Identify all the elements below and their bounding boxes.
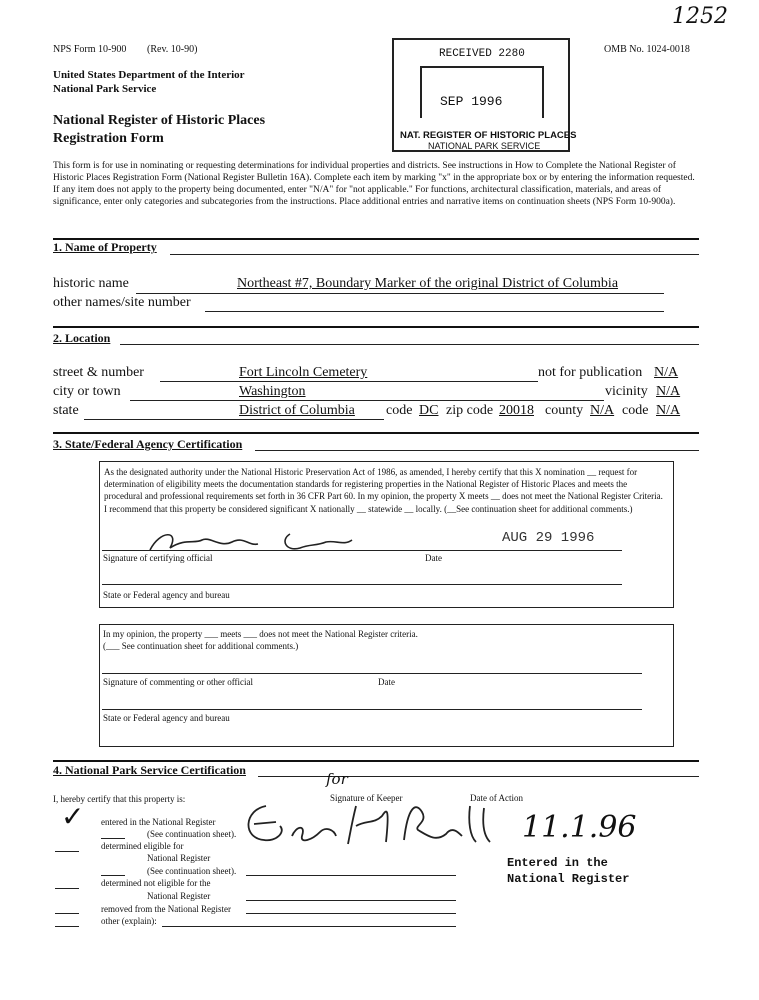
- certification-date-label: Date: [425, 553, 442, 563]
- state-code-value: DC: [419, 403, 439, 418]
- not-for-publication-label: not for publication: [538, 365, 643, 380]
- county-value: N/A: [590, 403, 615, 418]
- form-title-line2: Registration Form: [53, 131, 164, 146]
- section4-heading: 4. National Park Service Certification: [53, 763, 246, 777]
- not-for-publication-value: N/A: [654, 365, 679, 380]
- historic-name-label: historic name: [53, 276, 129, 291]
- received-stamp: [392, 38, 577, 152]
- street-label: street & number: [53, 365, 144, 380]
- section3-heading: 3. State/Federal Agency Certification: [53, 437, 243, 451]
- entered-stamp-line1: Entered in the: [507, 856, 608, 870]
- stamp-inner-box: [420, 66, 544, 118]
- form-id: NPS Form 10-900: [53, 44, 127, 55]
- stamp-date: SEP 1996: [440, 94, 503, 109]
- county-code-value: N/A: [656, 403, 681, 418]
- section2-heading: 2. Location: [53, 331, 111, 345]
- county-label: county: [545, 403, 584, 418]
- certification-date-stamp: AUG 29 1996: [502, 530, 595, 546]
- vicinity-label: vicinity: [605, 384, 648, 399]
- certification-box: [99, 461, 674, 608]
- item-eligible-cont: (See continuation sheet).: [147, 866, 237, 876]
- state-label: state: [53, 403, 79, 418]
- omb-number: OMB No. 1024-0018: [604, 44, 690, 55]
- item-eligible-nr: National Register: [147, 853, 211, 863]
- entered-stamp-line2: National Register: [507, 872, 630, 886]
- item-not-eligible: determined not eligible for the: [101, 878, 211, 888]
- agency-label: State or Federal agency and bureau: [103, 590, 230, 600]
- historic-name-value: Northeast #7, Boundary Marker of the original District of Columbia: [237, 276, 619, 291]
- stamp-received: RECEIVED 2280: [439, 48, 525, 60]
- agency-label-2: State or Federal agency and bureau: [103, 713, 230, 723]
- intro-instructions: This form is for use in nominating or requesting determinations for individual properties and districts. See instructions in How to Complete the National Register of Historic Places Registration Form (National Register Bulletin 16A). Complete each item by marking "x" in the appropriate box or by entering the information requested. If any item does not apply to the property being documented, enter "N/A" for "not applicable." For functions, architectural classification, materials, and areas of significance, enter only categories and subcategories from the instructions. Place additional entries and narrative items on continuation sheets (NPS Form 10-900a).: [53, 161, 695, 207]
- department-line2: National Park Service: [53, 83, 157, 95]
- opinion-continuation: (___ See continuation sheet for additional comments.): [103, 641, 299, 651]
- item-eligible: determined eligible for: [101, 841, 184, 851]
- item-entered-cont: (See continuation sheet).: [147, 829, 237, 839]
- commenting-signature-label: Signature of commenting or other official: [103, 677, 254, 687]
- street-value: Fort Lincoln Cemetery: [239, 365, 368, 380]
- state-code-label: code: [386, 403, 413, 418]
- form-title-line1: National Register of Historic Places: [53, 113, 266, 128]
- city-label: city or town: [53, 384, 121, 399]
- item-not-eligible-nr: National Register: [147, 891, 211, 901]
- keeper-signature-label: Signature of Keeper: [330, 793, 403, 803]
- section1-heading: 1. Name of Property: [53, 240, 157, 254]
- keeper-signature: [236, 796, 496, 856]
- stamp-line2: NATIONAL PARK SERVICE: [428, 141, 541, 151]
- county-code-label: code: [622, 403, 649, 418]
- certify-text: I, hereby certify that this property is:: [53, 794, 186, 804]
- opinion-text: In my opinion, the property ___ meets ___ does not meet the National Register criteria.: [103, 629, 418, 639]
- date-of-action-label: Date of Action: [470, 793, 523, 803]
- stamp-line1: NAT. REGISTER OF HISTORIC PLACES: [400, 130, 577, 141]
- state-value: District of Columbia: [239, 403, 355, 418]
- zip-value: 20018: [499, 403, 534, 418]
- department-line1: United States Department of the Interior: [53, 69, 245, 81]
- commenting-date-label: Date: [378, 677, 395, 687]
- vicinity-value: N/A: [656, 384, 681, 399]
- for-note: for: [326, 770, 348, 788]
- certifying-signature-label: Signature of certifying official: [103, 553, 213, 563]
- handwritten-number: 1252: [672, 4, 728, 29]
- opinion-box: [99, 624, 674, 747]
- item-entered: entered in the National Register: [101, 817, 216, 827]
- other-names-label: other names/site number: [53, 295, 191, 310]
- zip-label: zip code: [446, 403, 494, 418]
- item-removed: removed from the National Register: [101, 904, 231, 914]
- certification-text: As the designated authority under the National Historic Preservation Act of 1986, as amended, I hereby certify that this X nomination __ request for determination of eligibility meets the documentation standards for registering properties in the National Register of Historic Places and meets the procedural and professional requirements set forth in 36 CFR Part 60. In my opinion, the property X meets __ does not meet the National Register Criteria. I recommend that this property be considered significant X nationally __ statewide __ locally. (__See continuation sheet for additional comments.): [104, 467, 663, 514]
- action-date: 11.1.96: [522, 810, 637, 845]
- item-other: other (explain):: [101, 916, 157, 926]
- city-value: Washington: [239, 384, 306, 399]
- form-revision: (Rev. 10-90): [147, 44, 198, 55]
- check-mark: ✓: [61, 802, 85, 833]
